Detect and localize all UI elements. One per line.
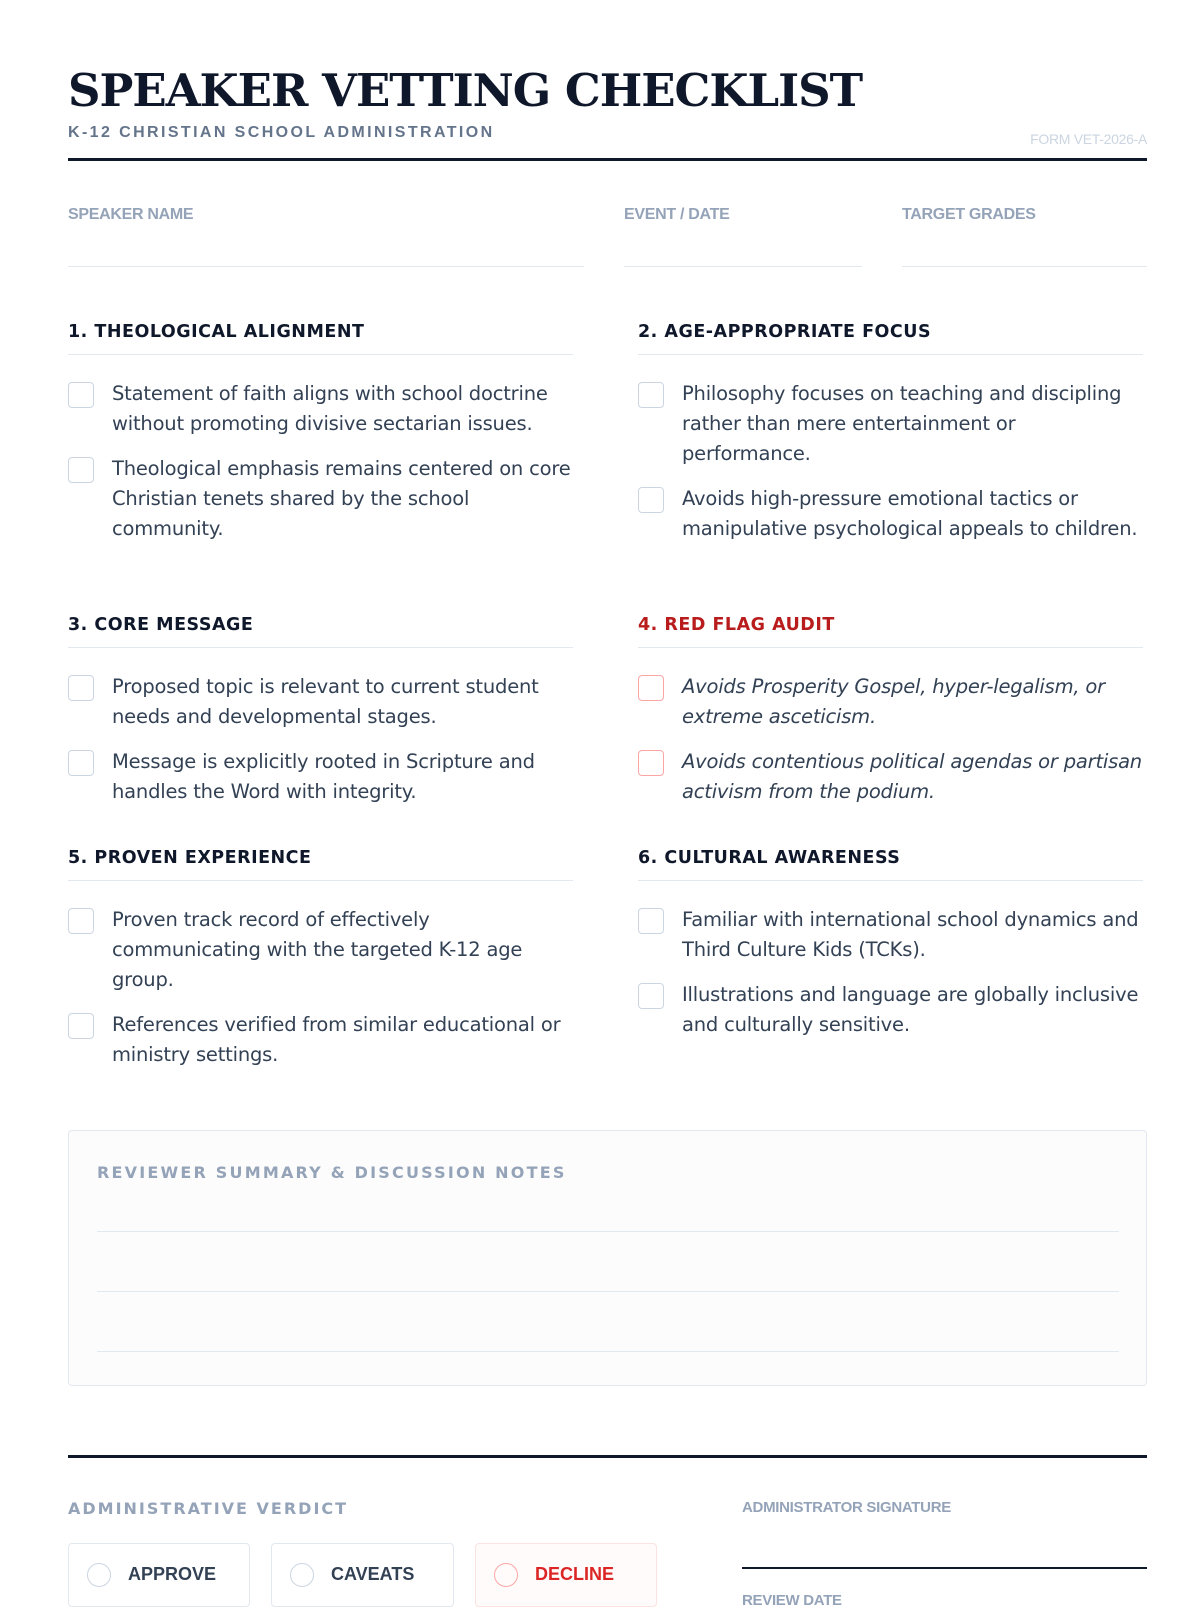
checklist-item-text: Avoids contentious political agendas or partisan activism from the podium. <box>682 750 1142 803</box>
notes-line <box>97 1291 1119 1292</box>
verdict-caveats-option[interactable] <box>271 1543 454 1607</box>
section-title: 4. RED FLAG AUDIT <box>638 615 1143 648</box>
checklist-item <box>68 1010 573 1070</box>
checkbox[interactable] <box>68 750 94 776</box>
speaker-name-label: SPEAKER NAME <box>68 206 194 223</box>
radio-button[interactable] <box>87 1563 111 1587</box>
verdict-label: CAVEATS <box>331 1564 415 1584</box>
checklist-item-text: Message is explicitly rooted in Scripture and handles the Word with integrity. <box>112 750 535 803</box>
footer-divider <box>68 1455 1147 1458</box>
checkbox[interactable] <box>638 750 664 776</box>
speaker-name-field[interactable] <box>68 266 584 267</box>
checklist-item <box>68 672 573 732</box>
event-date-field[interactable] <box>624 266 862 267</box>
checklist-item <box>638 672 1143 732</box>
radio-button[interactable] <box>494 1563 518 1587</box>
checklist-item <box>638 379 1143 469</box>
verdict-title: ADMINISTRATIVE VERDICT <box>68 1499 349 1518</box>
target-grades-field[interactable] <box>902 266 1147 267</box>
checklist-item-text: Avoids high-pressure emotional tactics or manipulative psychological appeals to children. <box>682 487 1138 540</box>
checkbox[interactable] <box>68 382 94 408</box>
page-subtitle: K-12 CHRISTIAN SCHOOL ADMINISTRATION <box>68 124 495 141</box>
checklist-item <box>638 747 1143 807</box>
checklist-item <box>68 905 573 995</box>
notes-line <box>97 1231 1119 1232</box>
header-divider <box>68 158 1147 161</box>
checkbox[interactable] <box>638 675 664 701</box>
signature-field[interactable] <box>742 1567 1147 1569</box>
checklist-item-text: Proven track record of effectively communicating with the targeted K-12 age group. <box>112 908 523 991</box>
checklist-item-text: Avoids Prosperity Gospel, hyper-legalism, or extreme asceticism. <box>682 675 1105 728</box>
checklist-item-text: Familiar with international school dynamics and Third Culture Kids (TCKs). <box>682 908 1139 961</box>
radio-button[interactable] <box>290 1563 314 1587</box>
section-cultural-awareness <box>638 848 1143 1040</box>
event-date-label: EVENT / DATE <box>624 206 730 223</box>
section-title: 6. CULTURAL AWARENESS <box>638 848 1143 881</box>
form-id: FORM VET-2026-A <box>1030 131 1147 147</box>
page-title: SPEAKER VETTING CHECKLIST <box>68 64 863 117</box>
checkbox[interactable] <box>638 382 664 408</box>
checklist-item-text: Proposed topic is relevant to current student needs and developmental stages. <box>112 675 539 728</box>
checklist-item-text: Illustrations and language are globally inclusive and culturally sensitive. <box>682 983 1139 1036</box>
reviewer-notes-box[interactable] <box>68 1130 1147 1386</box>
verdict-label: DECLINE <box>535 1564 615 1584</box>
checkbox[interactable] <box>68 675 94 701</box>
signature-label: ADMINISTRATOR SIGNATURE <box>742 1499 951 1516</box>
section-age-appropriate-focus <box>638 322 1143 544</box>
checkbox[interactable] <box>638 908 664 934</box>
section-core-message <box>68 615 573 807</box>
notes-line <box>97 1351 1119 1352</box>
checkbox[interactable] <box>68 457 94 483</box>
notes-title: REVIEWER SUMMARY & DISCUSSION NOTES <box>97 1163 567 1182</box>
checklist-item <box>68 747 573 807</box>
checklist-item <box>68 379 573 439</box>
section-title: 5. PROVEN EXPERIENCE <box>68 848 573 881</box>
checklist-item-text: References verified from similar educational or ministry settings. <box>112 1013 561 1066</box>
section-theological-alignment <box>68 322 573 544</box>
checkbox[interactable] <box>638 487 664 513</box>
checkbox[interactable] <box>68 908 94 934</box>
checklist-item-text: Statement of faith aligns with school doctrine without promoting divisive sectarian issues. <box>112 382 548 435</box>
target-grades-label: TARGET GRADES <box>902 206 1036 223</box>
verdict-decline-option[interactable] <box>475 1543 657 1607</box>
checklist-item <box>638 905 1143 965</box>
checklist-item-text: Philosophy focuses on teaching and discipling rather than mere entertainment or performance. <box>682 382 1122 465</box>
section-title: 3. CORE MESSAGE <box>68 615 573 648</box>
section-red-flag-audit <box>638 615 1143 807</box>
checkbox[interactable] <box>68 1013 94 1039</box>
section-title: 1. THEOLOGICAL ALIGNMENT <box>68 322 573 355</box>
checklist-item-text: Theological emphasis remains centered on core Christian tenets shared by the school community. <box>112 457 571 540</box>
verdict-approve-option[interactable] <box>68 1543 250 1607</box>
section-title: 2. AGE-APPROPRIATE FOCUS <box>638 322 1143 355</box>
review-date-label: REVIEW DATE <box>742 1592 842 1609</box>
checklist-item <box>638 980 1143 1040</box>
checkbox[interactable] <box>638 983 664 1009</box>
section-proven-experience <box>68 848 573 1070</box>
checklist-item <box>638 484 1143 544</box>
checklist-item <box>68 454 573 544</box>
verdict-label: APPROVE <box>128 1564 217 1584</box>
